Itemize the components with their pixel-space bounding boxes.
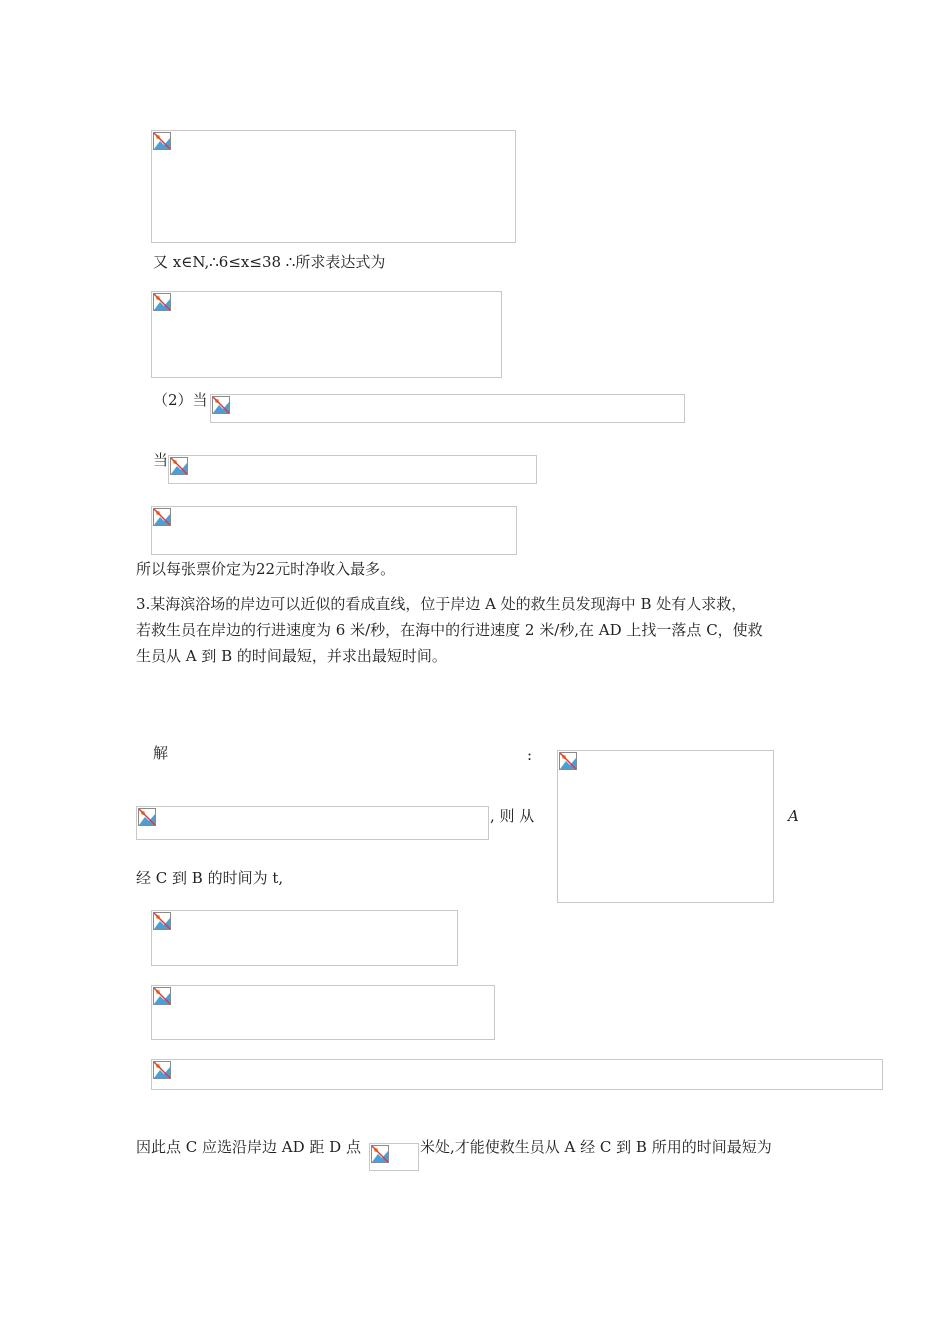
problem-text: 3.某海滨浴场的岸边可以近似的看成直线，位于岸边 A 处的救生员发现海中 B 处有人求救， — [136, 595, 747, 613]
broken-image-icon — [138, 808, 156, 826]
text-line: 又 x∈N,∴6≤x≤38 ∴所求表达式为 — [153, 253, 386, 271]
text-line: 所以每张票价定为22元时净收入最多。 — [136, 560, 396, 578]
broken-image-icon — [153, 508, 171, 526]
colon: : — [527, 746, 533, 764]
formula-image — [168, 455, 537, 484]
broken-image-icon — [153, 132, 171, 150]
text-line: 因此点 C 应选沿岸边 AD 距 D 点 — [136, 1138, 361, 1156]
broken-image-icon — [153, 1061, 171, 1079]
text-line: 米处,才能使救生员从 A 经 C 到 B 所用的时间最短为 — [420, 1138, 772, 1156]
formula-image — [151, 291, 502, 378]
formula-image — [210, 394, 685, 423]
text-fragment: , 则 从 — [490, 807, 535, 825]
text-line: （2）当 — [153, 391, 208, 409]
broken-image-icon — [371, 1145, 389, 1163]
broken-image-icon — [153, 912, 171, 930]
formula-image — [151, 130, 516, 243]
problem-text: 若救生员在岸边的行进速度为 6 米/秒，在海中的行进速度 2 米/秒,在 AD 上找一落点 C，使救 — [136, 621, 763, 639]
text-line: 经 C 到 B 的时间为 t, — [136, 869, 284, 887]
broken-image-icon — [212, 396, 230, 414]
problem-text: 生员从 A 到 B 的时间最短，并求出最短时间。 — [136, 647, 447, 665]
broken-image-icon — [153, 987, 171, 1005]
solution-label: 解 — [153, 744, 169, 762]
broken-image-icon — [170, 457, 188, 475]
formula-image — [369, 1143, 419, 1171]
broken-image-icon — [559, 752, 577, 770]
broken-image-icon — [153, 293, 171, 311]
formula-image — [151, 985, 495, 1040]
point-label: A — [788, 807, 799, 825]
formula-image — [151, 506, 517, 555]
formula-image — [136, 806, 489, 840]
formula-image — [151, 1059, 883, 1090]
diagram-image — [557, 750, 774, 903]
formula-image — [151, 910, 458, 966]
text-line: 当 — [153, 451, 169, 469]
